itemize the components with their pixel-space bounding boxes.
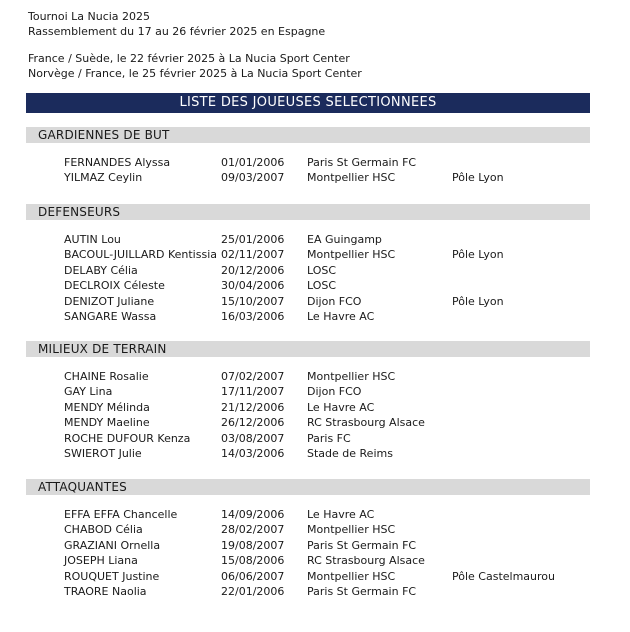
- player-club: Stade de Reims: [307, 446, 393, 460]
- player-club: Le Havre AC: [307, 309, 375, 323]
- player-row: [26, 232, 590, 247]
- player-name: ROCHE DUFOUR Kenza: [64, 431, 191, 445]
- player-club: Paris St Germain FC: [307, 584, 417, 598]
- match-1-info: France / Suède, le 22 février 2025 à La Nucia Sport Center: [28, 52, 350, 65]
- tournament-title: Tournoi La Nucia 2025: [28, 10, 151, 23]
- section-title: DEFENSEURS: [26, 204, 590, 220]
- player-club: Le Havre AC: [307, 400, 375, 414]
- player-name: MENDY Mélinda: [64, 400, 150, 414]
- section-forwards: [26, 479, 590, 599]
- section-title: MILIEUX DE TERRAIN: [26, 341, 590, 357]
- player-row: [26, 507, 590, 522]
- player-row: [26, 155, 590, 170]
- player-row: [26, 584, 590, 599]
- player-club: Montpellier HSC: [307, 370, 396, 383]
- player-birthdate: 16/03/2006: [221, 309, 285, 323]
- match-2-info: Norvège / France, le 25 février 2025 à La Nucia Sport Center: [28, 67, 362, 80]
- player-birthdate: 28/02/2007: [221, 523, 285, 537]
- player-pole: Pôle Lyon: [452, 171, 504, 185]
- player-row: [26, 553, 590, 568]
- player-birthdate: 26/12/2006: [221, 416, 285, 430]
- player-birthdate: 20/12/2006: [221, 263, 285, 277]
- player-birthdate: 17/11/2007: [221, 385, 285, 399]
- player-row: [26, 538, 590, 553]
- player-name: SANGARE Wassa: [64, 309, 157, 323]
- player-row: [26, 247, 590, 262]
- player-row: [26, 522, 590, 537]
- gathering-dates: Rassemblement du 17 au 26 février 2025 en Espagne: [28, 25, 326, 38]
- section-goalkeepers: [26, 127, 590, 186]
- player-name: JOSEPH Liana: [64, 554, 138, 568]
- player-row: [26, 400, 590, 415]
- player-list: [26, 507, 590, 599]
- section-midfielders: [26, 341, 590, 461]
- player-birthdate: 01/01/2006: [221, 156, 285, 169]
- player-club: LOSC: [307, 279, 337, 293]
- player-birthdate: 15/10/2007: [221, 294, 285, 308]
- player-club: LOSC: [307, 263, 337, 277]
- document-header: [28, 9, 362, 81]
- player-club: Dijon FCO: [307, 385, 362, 399]
- player-club: Dijon FCO: [307, 294, 362, 308]
- player-row: [26, 415, 590, 430]
- player-name: ROUQUET Justine: [64, 569, 160, 583]
- player-birthdate: 30/04/2006: [221, 279, 285, 293]
- selection-banner: LISTE DES JOUEUSES SELECTIONNEES: [26, 93, 590, 113]
- player-row: [26, 384, 590, 399]
- player-pole: Pôle Lyon: [452, 294, 504, 308]
- player-name: TRAORE Naolia: [64, 584, 147, 598]
- player-name: YILMAZ Ceylin: [64, 171, 143, 185]
- player-name: BACOUL-JUILLARD Kentissia: [64, 248, 218, 262]
- player-name: GRAZIANI Ornella: [64, 538, 161, 552]
- player-list: [26, 232, 590, 324]
- player-birthdate: 25/01/2006: [221, 233, 285, 246]
- player-name: DECLROIX Céleste: [64, 279, 165, 293]
- player-row: [26, 294, 590, 309]
- player-birthdate: 21/12/2006: [221, 400, 285, 414]
- player-list: [26, 369, 590, 461]
- player-birthdate: 15/08/2006: [221, 554, 285, 568]
- player-birthdate: 07/02/2007: [221, 370, 285, 383]
- player-name: DENIZOT Juliane: [64, 294, 155, 308]
- player-row: [26, 263, 590, 278]
- player-club: Paris St Germain FC: [307, 538, 417, 552]
- player-row: [26, 569, 590, 584]
- section-defenders: [26, 204, 590, 324]
- player-name: SWIEROT Julie: [64, 446, 142, 460]
- player-row: [26, 369, 590, 384]
- player-row: [26, 170, 590, 185]
- player-birthdate: 14/03/2006: [221, 446, 285, 460]
- player-birthdate: 03/08/2007: [221, 431, 285, 445]
- player-name: AUTIN Lou: [64, 233, 121, 246]
- player-club: Montpellier HSC: [307, 248, 396, 262]
- player-club: Paris FC: [307, 431, 351, 445]
- player-club: EA Guingamp: [307, 233, 382, 246]
- player-name: FERNANDES Alyssa: [64, 156, 171, 169]
- player-name: EFFA EFFA Chancelle: [64, 508, 178, 521]
- section-title: ATTAQUANTES: [26, 479, 590, 495]
- player-birthdate: 22/01/2006: [221, 584, 285, 598]
- player-club: Montpellier HSC: [307, 523, 396, 537]
- player-club: RC Strasbourg Alsace: [307, 554, 425, 568]
- player-list: [26, 155, 590, 186]
- player-row: [26, 278, 590, 293]
- player-birthdate: 14/09/2006: [221, 508, 285, 521]
- player-club: Montpellier HSC: [307, 171, 396, 185]
- player-club: Le Havre AC: [307, 508, 375, 521]
- section-title: GARDIENNES DE BUT: [26, 127, 590, 143]
- player-club: Montpellier HSC: [307, 569, 396, 583]
- player-birthdate: 06/06/2007: [221, 569, 285, 583]
- player-row: [26, 309, 590, 324]
- player-name: CHABOD Célia: [64, 523, 143, 537]
- player-name: CHAINE Rosalie: [64, 370, 149, 383]
- header-spacer: [28, 39, 362, 51]
- player-pole: Pôle Lyon: [452, 248, 504, 262]
- player-name: GAY Lina: [64, 385, 113, 399]
- player-birthdate: 02/11/2007: [221, 248, 285, 262]
- player-row: [26, 431, 590, 446]
- player-birthdate: 19/08/2007: [221, 538, 285, 552]
- player-club: Paris St Germain FC: [307, 156, 417, 169]
- player-birthdate: 09/03/2007: [221, 171, 285, 185]
- player-row: [26, 446, 590, 461]
- player-name: DELABY Célia: [64, 263, 138, 277]
- player-club: RC Strasbourg Alsace: [307, 416, 425, 430]
- player-pole: Pôle Castelmaurou: [452, 569, 555, 583]
- player-name: MENDY Maeline: [64, 416, 150, 430]
